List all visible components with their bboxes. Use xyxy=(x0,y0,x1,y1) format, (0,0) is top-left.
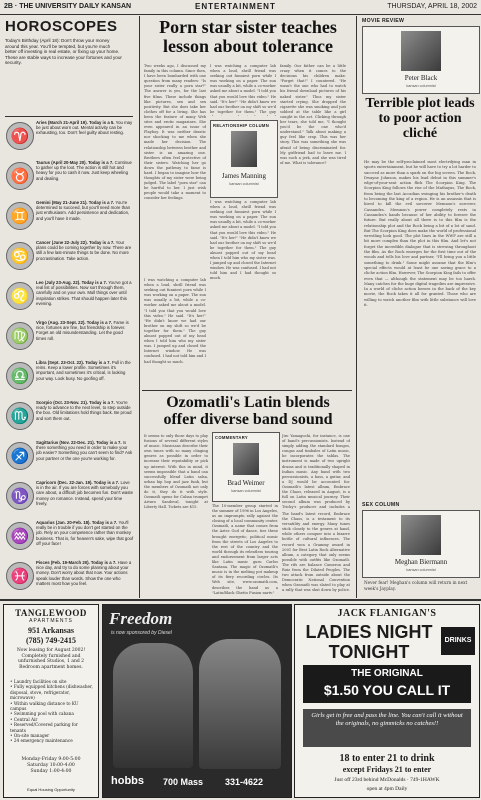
amenity-item xyxy=(10,738,94,743)
article1-column-1: Two weeks ago, I discussed my family in this column. Since then, I have been bombarded with one question from many readers: "Is your sister really a porn star?" The answer is yes, for the last five films. These include things like pictures, sex and sex positivity. But she does take her clothes off for a living. She has been the feature of many Web sites and erotic magazines. She even appeared in an issue of Playboy. It was neither drastic nor shocking to me when she made her decision. The relationship between brother and sister is an amazing one. Brothers often feel protective of their sisters. Watching her go down the pathway to fame is hard. I began to imagine how the thoughts of my sister were being judged. The label "porn star" can be hurtful to her. I just wish people would take a moment to consider her feelings. xyxy=(144,64,206,201)
page-number: 2B xyxy=(4,3,13,10)
horoscopes-section xyxy=(2,16,138,599)
tanglewood-subname: APARTMENTS xyxy=(29,618,73,624)
tanglewood-name: TANGLEWOOD xyxy=(15,608,87,618)
cover-text: 18 to enter 21 to drink xyxy=(339,753,435,764)
author-photo xyxy=(401,31,441,71)
horoscope-entry xyxy=(6,280,134,318)
amenity-text: Within walking distance to KU campus xyxy=(10,700,79,712)
page-number-and-paper: 2B · THE UNIVERSITY DAILY KANSAN xyxy=(4,3,132,10)
zodiac-icon: ♐ xyxy=(6,442,34,470)
sign-name: Pisces (Feb. 19-March 20). Today is a 7. xyxy=(36,560,117,565)
amenity-text: Reserved/Covered parking for tenants xyxy=(10,722,78,733)
article1-headline-line1: Porn star sister teaches xyxy=(159,17,337,37)
author-title: kansan columnist xyxy=(406,84,436,88)
bullet-icon: • xyxy=(10,738,14,744)
bullet-icon: • xyxy=(10,679,14,684)
jack-flanigans-ad[interactable] xyxy=(294,604,480,798)
divider xyxy=(5,116,133,117)
horoscope-text xyxy=(36,160,134,181)
horoscope-entry xyxy=(6,400,134,438)
zodiac-icon: ♏ xyxy=(6,402,34,430)
tanglewood-address: 951 Arkansas xyxy=(27,626,74,635)
article1-headline-line2: lesson about tolerance xyxy=(163,36,333,56)
promo-text: Girls get in free and pass the line. You can't call it without the originals, no gimmicks no catches!! xyxy=(311,712,463,727)
tanglewood-ad[interactable] xyxy=(3,604,99,798)
horoscope-entry xyxy=(6,440,134,478)
issue-date: THURSDAY, APRIL 18, 2002 xyxy=(387,3,477,10)
author-title: kansan columnist xyxy=(231,489,261,493)
article1-headline xyxy=(142,18,354,56)
author-title: kansan columnist xyxy=(406,568,436,572)
sign-name: Cancer (June 22-July 22). Today is a 7. xyxy=(36,240,115,245)
horoscope-text xyxy=(36,200,134,221)
sign-name: Aries (March 21-April 19). Today is a 5. xyxy=(36,120,115,125)
article1-column-2-top: I was watching a computer lab when a loud, shrill friend was seeking out funniest porn while I was working on a paper. The sun was usually a bit, while a co-worker asked me about a model. "I told you that you would love this video." He said. "It's her!" "He didn't know we had our brother on my shift so we'd be together for them." The guy xyxy=(210,64,276,114)
zodiac-icon: ♊ xyxy=(6,202,34,230)
article2-column-2: The 10-member group started in the summer of 1996 in Los Angeles, as an impromptu rally against the closing of a local community center. Ozomatli, a name that comes from the Aztec God of dance, ties these brought energetic, political music from the streets of Los Angeles to the rest of the country and the world through its relentless touring and endorsement from larger acts like Latin music guru Carlos Santana. The magic of Ozomatli's music is in the melting pot makeup of its fiery recording circles. Its Web site, www.ozomatli.com, describes the band as a "Latin/Black Ghetto Fusion party." xyxy=(212,504,278,594)
horoscopes-title: HOROSCOPES xyxy=(5,18,118,35)
amenity-text: On-site manager xyxy=(13,733,50,739)
zodiac-icon: ♉ xyxy=(6,162,34,190)
sign-name: Libra (Sept. 23-Oct. 22). Today is a 7. xyxy=(36,360,111,365)
divider xyxy=(356,16,357,598)
movie-review-body: He may be the self-proclaimed most electrifying man in sports entertainment, but he will have to try a lot harder to succeed as more than a spark on the big screen. The Rock, Dwayne Johnson, makes his lead debut in this summer's edge-of-your-seat action flick The Scorpion King. The Scorpion King follows the rise of the Mathayus, The Rock, from being the last Accadian swinging his brother's death to becoming the king of a region. He is an assassin that is hired to kill the evil sorcerer Memnon's sorcerer, Cassandra. Memnon's power completely rests in Cassandra's hands because of her ability to foresee the future. But really about all there is to this film is the relationship plot and the Rock being a bit of a lot of sand. But The Scorpion King does make the world of professional wrestling look good. The plot lines in the WWF are still a bit more complex than the plot in this film. And let's not forget the incredible dialogue that is strewing throughout the film. As the Rock emerges for the first time out of the woods and tells his love and partner, "I'll bring you a little something to drink." Some might assume that the film's special effects would at least be one saving grace to a cliche action film. However, The Scorpion King fails to offer even that — although the statement may be too harsh. Many catches for the huge digital tragedies are impressive. In a world of cliche action heroes in the back of the key movie, the Rock takes it all for granted. Those who are willing to watch another film with little substance will love it. xyxy=(364,160,476,308)
article1-column-2-bottom: I was watching a computer lab when a loud, shrill friend was seeking out funniest porn while I was working on a paper. The sun was usually a bit, while a co-worker asked me about a model. "I told you that you would love this video." He said. "It's her!" "He didn't know we had our brother on my shift so we'd be together for them." The guy almost popped out of my head when I told him who my sister was. I jumped up and closed the Internet window. He was confused. I had not told him and I had thought so much. xyxy=(210,200,276,281)
horoscope-text xyxy=(36,280,134,306)
article1-byline-box xyxy=(210,120,278,198)
amenity-item xyxy=(10,684,94,700)
event-line2: TONIGHT xyxy=(328,642,410,662)
bullet-icon: • xyxy=(10,684,14,690)
amenity-text: Laundry facilities on site xyxy=(13,679,67,684)
movie-review-label: MOVIE REVIEW xyxy=(362,18,405,24)
freedom-diesel-ad[interactable] xyxy=(102,604,292,798)
horoscope-text xyxy=(36,240,134,261)
section-name: ENTERTAINMENT xyxy=(195,2,276,11)
store-name: hobbs xyxy=(111,775,144,787)
horoscope-text xyxy=(36,400,134,421)
author-photo xyxy=(231,131,257,167)
author-name: Meghan Biermann xyxy=(394,558,448,566)
zodiac-icon: ♋ xyxy=(6,242,34,270)
sign-name: Scorpio (Oct. 23-Nov. 21). Today is a 7. xyxy=(36,400,115,405)
promo-box xyxy=(303,709,471,747)
zodiac-icon: ♑ xyxy=(6,482,34,510)
drinks-badge: DRINKS xyxy=(441,627,475,655)
article1-column-3: family. Our father can be a little crazy when it comes to the decisions his children make. "Forget that!" I countered. "He wasn't the one who had to watch his friend download pictures of his naked sister." Thus my sister started crying. She dropped the cigarette she was smoking and just sobbed at the table like a girl caught in the act. Clicking through her tears, she told me, "I thought you'd be the one who'd understand." Talk about making a guy feel like crap. This was her story. This was something she was afraid of being discriminated for. My girlfriend had to leave me. I was such a jerk, and she was tired of me. What is tolerance? xyxy=(280,64,346,165)
sign-forecast: Fame is nice, fortunes are fine, but friendship is forever. Forget an old misunderstanding. Let the good times roll. xyxy=(36,320,129,341)
author-name: James Manning xyxy=(221,172,267,180)
author-title: kansan columnist xyxy=(229,182,259,186)
article1-column-2: I was watching a computer lab when a loud, shrill friend was seeking out funniest porn while I was working on a paper. The sun was usually a bit, while a co-worker asked me about a model. "I told you that you would love this video." He said. "It's her!" "He didn't know we had our brother on my shift so we'd be together for them." The guy almost popped out of my head when I told him who my sister was. I jumped up and closed the Internet window. He was confused. I had not told him and I had thought so much. xyxy=(144,278,206,364)
movie-review-headline: Terrible plot leads to poor action cliché xyxy=(365,96,475,141)
horoscope-text xyxy=(36,560,134,586)
horoscope-entry xyxy=(6,520,134,558)
model-photo xyxy=(199,639,281,769)
zodiac-icon: ♌ xyxy=(6,282,34,310)
article2-headline xyxy=(142,394,354,428)
sign-name: Sagittarius (Nov. 22-Dec. 21). Today is a 7. xyxy=(36,440,122,445)
divider xyxy=(139,16,140,598)
bullet-icon: • xyxy=(10,722,14,728)
horoscope-entry xyxy=(6,320,134,358)
horoscope-text xyxy=(36,320,134,341)
sign-forecast: Have a nice day, and try to do some planning about your money. Don't worry about that now. Your actions speak louder than words. Show the one who matters most how you feel. xyxy=(36,560,132,586)
article2-headline-line2: offer diverse band sound xyxy=(163,411,333,428)
bullet-icon: • xyxy=(10,711,14,717)
column-label: COMMENTARY xyxy=(215,435,249,440)
horoscope-entry xyxy=(6,240,134,278)
horoscope-entry xyxy=(6,480,134,518)
birthday-forecast: Today's Birthday (April 18): Don't throw your money around this year. You'll be tempted, but you're much better off investing in real estate, or fixing up your home. These are stable ways to increase your fortunes and your security. xyxy=(5,38,122,66)
divider xyxy=(142,390,352,391)
bullet-icon: • xyxy=(10,700,14,706)
sign-forecast: You're determined to succeed, but you'll need more than just enthusiasm. Add persistence and dedication, and you'll have it made. xyxy=(36,200,130,221)
sex-column-byline xyxy=(362,510,480,578)
sex-column-teaser: Never fear! Meghan's column will return in next week's Jayplay. xyxy=(364,580,468,591)
paper-name: THE UNIVERSITY DAILY KANSAN xyxy=(19,3,132,10)
bullet-icon: • xyxy=(10,733,14,739)
sign-forecast: Is there something you need in order to make your job easier? Something you can't seem to find? Ask your partner or the one you're working for. xyxy=(36,440,133,461)
event-line1: LADIES NIGHT xyxy=(305,622,433,642)
page-header xyxy=(0,0,481,15)
store-address: 700 Mass xyxy=(163,777,204,787)
article2-column-4: The band's latest record, Embrace the Chaos, is a testament to its versatility and energy. Many tunes stick closely to the genres at hand, while others conquer into a bizarre bottle of cultural influences. The record won a Grammy award in 2001 for Best Latin Rock Alternative album, a category that only seems possible with outfits like Ozomatli. The rifs are balance Cameron and Ruiz from the Dilated Peoples. The two attack from outside about the Democratic National Convention when Ozomatli was slated to play at a rally that was shut down by police. xyxy=(282,512,350,593)
sign-forecast: Pull in the reins. Keep a lower profile. Sometimes it's important, and sometimes it's critical, is looking your way. Look busy. No goofing off. xyxy=(36,360,131,381)
store-phone: 331-4622 xyxy=(225,777,264,787)
horoscope-entry xyxy=(6,200,134,238)
location-text: Just off 23rd behind McDonalds · 749-1HAWK xyxy=(334,777,440,783)
offer-line1: THE ORIGINAL xyxy=(351,668,423,679)
article2-column-3: Jiro Yamaguchi, for instance, is one of band's percussionists. Instead of simply adding the standard bongos, congas and timbales of Latin music, he incorporates the tablas. The instrument is made of two upright drums and is traditionally shaped in Indian music. Any band with two percussionists, a bass, a guitar, and a DJ would be accounted for. Ozomatli's latest album, Embrace the Chaos, released in August, is a full on Latin musical journey. Their second album was produced by Tricky's producer and includes a xyxy=(282,434,350,509)
sex-column-label: SEX COLUMN xyxy=(362,502,400,508)
movie-review-byline xyxy=(362,26,480,94)
open-text: open at 4pm Daily xyxy=(366,786,408,792)
sign-forecast: You're ready to advance to the next level, to step outside the box. Old limitations hold things back. Be proud and sort them out. xyxy=(36,400,132,421)
horoscope-text xyxy=(36,120,134,136)
freedom-sponsor: is now sponsored by Diesel xyxy=(111,630,172,636)
model-photo xyxy=(113,643,193,768)
expires-text: except Fridays 21 to enter xyxy=(342,765,432,774)
column-label: RELATIONSHIP COLUMN xyxy=(213,123,270,128)
zodiac-icon: ♒ xyxy=(6,522,34,550)
horoscope-text xyxy=(36,360,134,381)
zodiac-icon: ♓ xyxy=(6,562,34,590)
amenity-item xyxy=(10,701,94,712)
zodiac-icon: ♈ xyxy=(6,122,34,150)
tanglewood-footer: Equal Housing Opportunity xyxy=(27,787,75,792)
author-photo xyxy=(401,515,441,555)
article2-headline-line1: Ozomatli's Latin blends xyxy=(166,394,330,411)
freedom-brand: Freedom xyxy=(109,609,173,628)
sign-name: Leo (July 23-Aug. 22). Today is a 7. xyxy=(36,280,108,285)
jack-brand: JACK FLANIGAN'S xyxy=(337,608,437,619)
article2-byline-box xyxy=(212,432,280,502)
offer-box xyxy=(303,665,471,703)
amenity-text: Central Air xyxy=(13,716,38,722)
sign-forecast: You'll really be in trouble if you don't get started on the job. Rely on your competence rather than monkey business. That is, for heaven's sake, wipe that goof off your face! xyxy=(36,520,134,546)
sign-forecast: Continue to gather up the loot. The action is still hot and heavy for you to cash it now. Just keep wheeling and dealing. xyxy=(36,160,132,181)
sign-name: Virgo (Aug. 23-Sept. 22). Today is a 7. xyxy=(36,320,113,325)
amenity-text: 24 emergency maintenance xyxy=(13,738,73,744)
sign-name: Aquarius (Jan. 20-Feb. 18). Today is a 7. xyxy=(36,520,118,525)
tanglewood-leasing: Now leasing for August 2002! Completely furnished and unfurnished Studios, 1 and 2 Bedroom apartment homes. xyxy=(16,648,86,670)
sign-forecast: You may be just about worn out. Mental activity can be exhausting, too. Don't feel guilty about resting. xyxy=(36,120,133,136)
tanglewood-amenities xyxy=(10,679,94,744)
amenity-text: Swimming pool with cabana xyxy=(13,711,74,717)
sign-forecast: You've got a real list of possibilities. Now sort through them, carefully and on your own. Mull things over until inspiration strikes. That should happen later this evening. xyxy=(36,280,132,306)
bullet-icon: • xyxy=(10,716,14,722)
sign-name: Capricorn (Dec. 22-Jan. 19). Today is a 7. xyxy=(36,480,120,485)
zodiac-icon: ♎ xyxy=(6,362,34,390)
horoscope-text xyxy=(36,440,134,461)
sign-name: Taurus (April 20-May 20). Today is a 7. xyxy=(36,160,114,165)
offer-line2: $1.50 YOU CALL IT xyxy=(323,682,451,698)
horoscope-entry xyxy=(6,360,134,398)
tanglewood-hours: Monday-Friday 9:00-5:00 Saturday 10:00-4:00 Sunday 1:00-4:00 xyxy=(21,757,81,774)
author-photo xyxy=(233,443,259,475)
horoscope-entry xyxy=(6,160,134,198)
sign-forecast: Love is in the air. If you are forces with somebody you care about, a difficult job becomes fun. Don't waste money on romance. Instead, spend your time freely. xyxy=(36,480,133,506)
tanglewood-phone: (785) 749-2415 xyxy=(26,636,76,645)
divider xyxy=(0,599,481,601)
amenity-item xyxy=(10,722,94,733)
horoscope-text xyxy=(36,520,134,546)
horoscope-entry xyxy=(6,120,134,158)
article2-column-1: It seems to only those days to play fusions of several different styles of music. Musicians describe their own tunes with so many clinging genres as possible in order to increase their reputability or pick up interest. With this in mind, it seems impossible that a band can successfully blend Latin salsa, urban hip hop and jazz funk, but the members of Ozomatli not only do it, they do it with style. Ozomatli opens for Cuban trumpet Arturo Sandoval, tonight at Liberty Hall. Tickets are $15. xyxy=(144,434,208,510)
author-name: Brad Weimer xyxy=(227,479,265,487)
amenity-text: Fully equipped kitchens (dishwasher, disposal, stove, refrigerator, microwave) xyxy=(10,684,93,701)
sign-name: Gemini (May 21-June 21). Today is a 7. xyxy=(36,200,115,205)
horoscope-text xyxy=(36,480,134,506)
horoscope-entry xyxy=(6,560,134,598)
sign-forecast: Your plans could be coming together by now. There are still a few last-minute things to be done. No more procrastination. Take action. xyxy=(36,240,132,261)
zodiac-icon: ♍ xyxy=(6,322,34,350)
author-name: Peter Black xyxy=(404,74,438,82)
